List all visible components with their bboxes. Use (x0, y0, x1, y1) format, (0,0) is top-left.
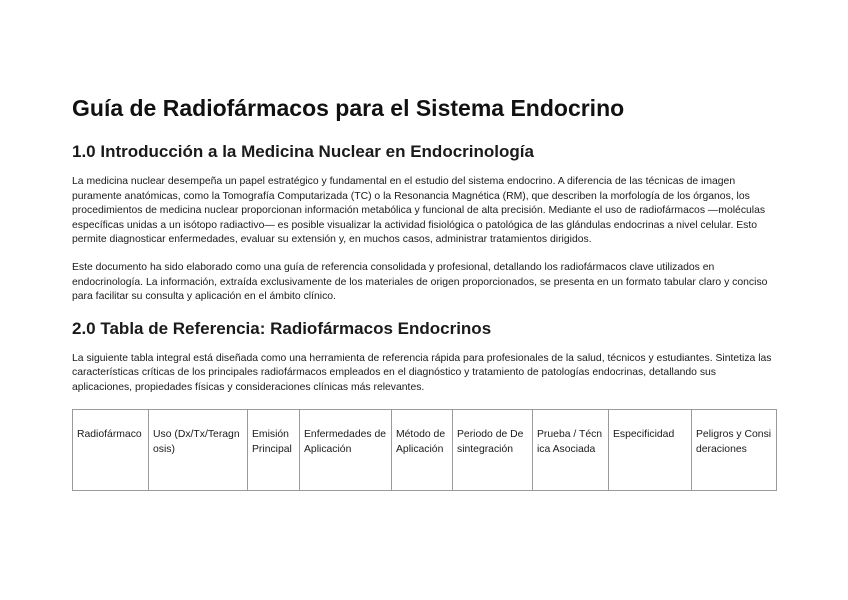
section-1-paragraph-1: La medicina nuclear desempeña un papel estratégico y fundamental en el estudio del sistema endocrino. A diferencia de las técnicas de imagen puramente anatómicas, como la Tomografía Computarizada (TC) o la Resonancia Magnética (RM), que describen la morfología de los órganos, los procedimientos de medicina nuclear proporcionan información metabólica y funcional de alta precisión. Mediante el uso de radiofármacos —moléculas específicas unidas a un isótopo radiactivo— es posible visualizar la actividad fisiológica o patológica de las glándulas endocrinas a nivel celular. Esto permite diagnosticar enfermedades, evaluar su extensión y, en muchos casos, administrar tratamientos dirigidos. (72, 176, 766, 246)
section-2-heading: 2.0 Tabla de Referencia: Radiofármacos Endocrinos (72, 318, 492, 338)
section-2-paragraph-1: La siguiente tabla integral está diseñada como una herramienta de referencia rápida para profesionales de la salud, técnicos y estudiantes. Sintetiza las características críticas de los principales radiofármacos empleados en el diagnóstico y tratamiento de patologías endocrinas, detallando sus aplicaciones, propiedades físicas y consideraciones clínicas más relevantes. (72, 352, 772, 393)
table-header-cell: Peligros y Consideraciones (692, 409, 777, 490)
table-header-row (73, 409, 777, 490)
table-header-cell: Uso (Dx/Tx/Teragnosis) (149, 409, 248, 490)
table-header-cell: Periodo de Desintegración (453, 409, 533, 490)
document-title: Guía de Radiofármacos para el Sistema Endocrino (72, 95, 625, 121)
table-header-cell: Método de Aplicación (392, 409, 453, 490)
section-1-heading: 1.0 Introducción a la Medicina Nuclear en Endocrinología (72, 142, 534, 161)
radiopharmaceutical-table (72, 409, 777, 491)
table-header-cell: Enfermedades de Aplicación (300, 409, 392, 490)
table-header-cell: Prueba / Técnica Asociada (533, 409, 609, 490)
document-page (72, 94, 776, 491)
section-1-paragraph-2: Este documento ha sido elaborado como una guía de referencia consolidada y profesional, detallando los radiofármacos clave utilizados en endocrinología. La información, extraída exclusivamente de los materiales de origen proporcionados, se presenta en un formato tabular claro y conciso para facilitar su consulta y aplicación en el ámbito clínico. (72, 261, 768, 303)
table-header-cell: Radiofármaco (73, 409, 149, 490)
table-header-cell: Emisión Principal (248, 409, 300, 490)
table-header-cell: Especificidad (609, 409, 692, 490)
